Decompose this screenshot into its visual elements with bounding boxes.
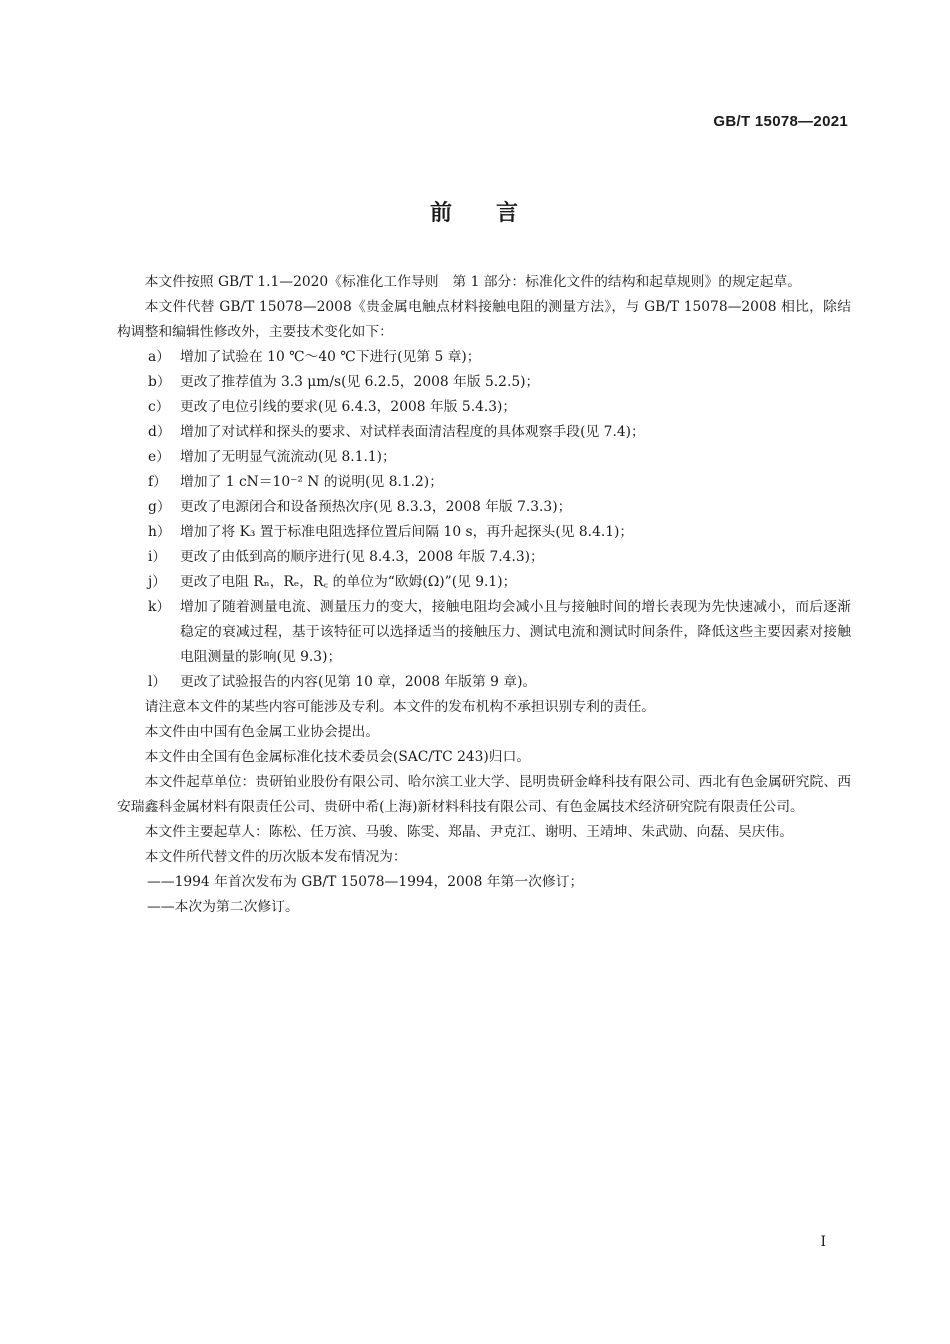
paragraph-replacement: 本文件代替 GB/T 15078—2008《贵金属电触点材料接触电阻的测量方法》，与 GB/T 15078—2008 相比，除结构调整和编辑性修改外，主要技术变化如下： bbox=[117, 299, 851, 340]
list-item-text: 增加了将 K₃ 置于标准电阻选择位置后间隔 10 s，再升起探头(见 8.4.1)； bbox=[180, 524, 634, 540]
list-item bbox=[117, 595, 851, 670]
list-item-label: c） bbox=[148, 399, 170, 415]
foreword-body bbox=[117, 270, 851, 920]
list-item bbox=[117, 495, 851, 520]
page-title bbox=[0, 196, 950, 227]
paragraph-drafting-rules: 本文件按照 GB/T 1.1—2020《标准化工作导则 第 1 部分：标准化文件的结构和起草规则》的规定起草。 bbox=[144, 274, 802, 290]
document-code: GB/T 15078—2021 bbox=[713, 113, 848, 130]
list-item-label: h） bbox=[148, 524, 171, 540]
paragraph-patent-notice: 请注意本文件的某些内容可能涉及专利。本文件的发布机构不承担识别专利的责任。 bbox=[144, 699, 656, 715]
paragraph-committee: 本文件由全国有色金属标准化技术委员会(SAC/TC 243)归口。 bbox=[144, 749, 531, 765]
list-item bbox=[117, 570, 851, 595]
change-list bbox=[117, 345, 851, 695]
list-item bbox=[117, 420, 851, 445]
list-item-text: 增加了试验在 10 ℃～40 ℃下进行(见第 5 章)； bbox=[180, 349, 481, 365]
list-item-text: 更改了试验报告的内容(见第 10 章，2008 年版第 9 章)。 bbox=[180, 674, 537, 690]
page-number: I bbox=[820, 1234, 826, 1250]
paragraph-drafting-units: 本文件起草单位：贵研铂业股份有限公司、哈尔滨工业大学、昆明贵研金峰科技有限公司、西北有色金属研究院、西安瑞鑫科金属材料有限责任公司、贵研中希(上海)新材料科技有限公司、有色金属技术经济研究院有限责任公司。 bbox=[117, 774, 851, 815]
list-item-label: d） bbox=[148, 424, 171, 440]
list-item bbox=[117, 445, 851, 470]
list-item-label: j） bbox=[148, 574, 167, 590]
list-item-label: k） bbox=[148, 599, 171, 615]
list-item-text: 增加了无明显气流流动(见 8.1.1)； bbox=[180, 449, 396, 465]
list-item-label: g） bbox=[148, 499, 171, 515]
list-item-label: i） bbox=[148, 549, 167, 565]
paragraph-drafters: 本文件主要起草人：陈松、任万滨、马骏、陈雯、郑晶、尹克江、谢明、王靖坤、朱武勋、向磊、吴庆伟。 bbox=[144, 824, 794, 840]
list-item-label: e） bbox=[148, 449, 170, 465]
list-item-label: b） bbox=[148, 374, 171, 390]
list-item bbox=[117, 545, 851, 570]
list-item bbox=[117, 520, 851, 545]
list-item-text: 更改了电源闭合和设备预热次序(见 8.3.3，2008 年版 7.3.3)； bbox=[180, 499, 572, 515]
list-item bbox=[117, 470, 851, 495]
list-item-label: l） bbox=[148, 674, 167, 690]
title-char-left: 前 bbox=[429, 201, 454, 226]
list-item-text: 更改了电位引线的要求(见 6.4.3，2008 年版 5.4.3)； bbox=[180, 399, 517, 415]
title-char-right: 言 bbox=[496, 201, 521, 226]
list-item-text: 更改了电阻 Rₙ，Rₑ，R꜀ 的单位为“欧姆(Ω)”(见 9.1)； bbox=[180, 574, 517, 590]
list-item-label: f） bbox=[148, 474, 167, 490]
list-item bbox=[117, 370, 851, 395]
list-item-text: 更改了由低到高的顺序进行(见 8.4.3，2008 年版 7.4.3)； bbox=[180, 549, 544, 565]
history-item: ——1994 年首次发布为 GB/T 15078—1994，2008 年第一次修订； bbox=[147, 874, 584, 890]
history-item: ——本次为第二次修订。 bbox=[147, 899, 299, 915]
paragraph-proposer: 本文件由中国有色金属工业协会提出。 bbox=[144, 724, 380, 740]
list-item bbox=[117, 345, 851, 370]
paragraph-history-intro: 本文件所代替文件的历次版本发布情况为： bbox=[144, 849, 407, 865]
list-item-text: 增加了随着测量电流、测量压力的变大，接触电阻均会减小且与接触时间的增长表现为先快速减小，而后逐渐稳定的衰减过程，基于该特征可以选择适当的接触压力、测试电流和测试时间条件，降低这些主要因素对接触电阻测量的影响(见 9.3)； bbox=[180, 599, 851, 665]
list-item-text: 增加了对试样和探头的要求、对试样表面清洁程度的具体观察手段(见 7.4)； bbox=[180, 424, 645, 440]
list-item bbox=[117, 395, 851, 420]
list-item-text: 更改了推荐值为 3.3 μm/s(见 6.2.5，2008 年版 5.2.5)； bbox=[180, 374, 540, 390]
list-item-label: a） bbox=[148, 349, 171, 365]
list-item bbox=[117, 670, 851, 695]
list-item-text: 增加了 1 cN＝10⁻² N 的说明(见 8.1.2)； bbox=[180, 474, 443, 490]
